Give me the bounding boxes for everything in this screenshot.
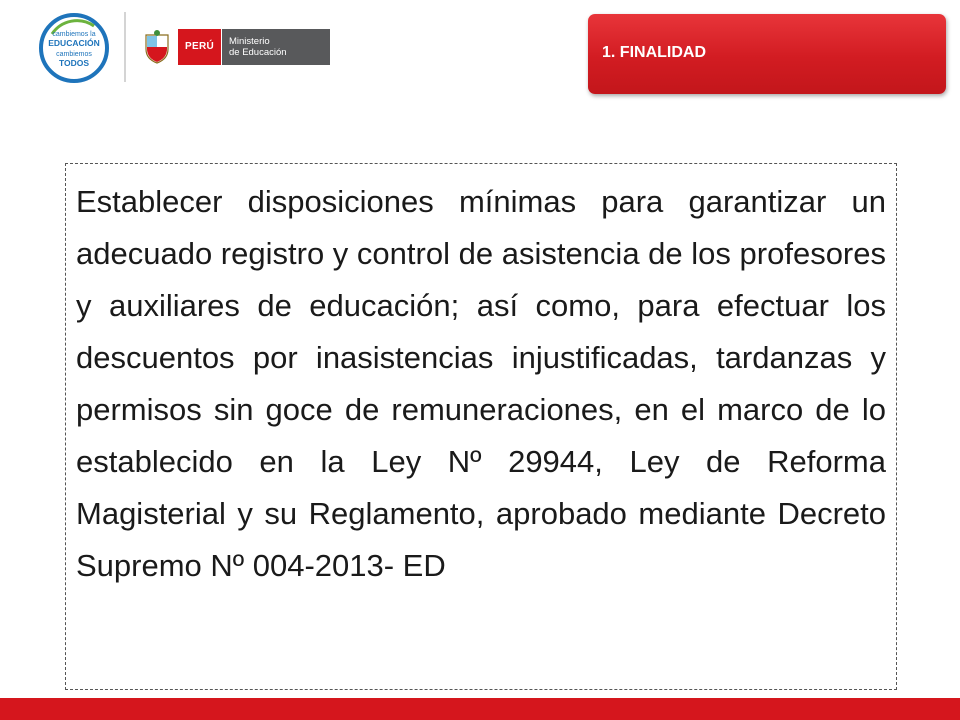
coat-of-arms-icon	[142, 29, 172, 65]
logo-divider	[124, 12, 126, 82]
ministry-logo	[142, 28, 330, 66]
country-label: PERÚ	[178, 29, 221, 65]
campaign-logo	[38, 12, 110, 84]
section-title: 1. FINALIDAD	[602, 44, 706, 61]
section-title-tab	[588, 14, 946, 94]
campaign-logo-line3: cambiemos	[56, 51, 92, 58]
purpose-paragraph: Establecer disposiciones mínimas para garantizar un adecuado registro y control de asistencia de los profesores y auxiliares de educación; así como, para efectuar los descuentos por inasistencias injustificadas, tardanzas y permisos sin goce de remuneraciones, en el marco de lo establecido en la Ley Nº 29944, Ley de Reforma Magisterial y su Reglamento, aprobado mediante Decreto Supremo Nº 004-2013- ED	[76, 184, 886, 583]
content-text-box	[65, 163, 897, 690]
campaign-logo-line2: EDUCACIÓN	[48, 38, 100, 48]
campaign-logo-line4: TODOS	[58, 58, 90, 68]
ministry-name	[222, 29, 330, 65]
ministry-name-line1: Ministerio	[228, 36, 270, 47]
campaign-logo-line1: cambiemos la	[52, 31, 96, 38]
bottom-accent-bar	[0, 698, 960, 720]
ministry-name-line2: de Educación	[228, 47, 287, 58]
